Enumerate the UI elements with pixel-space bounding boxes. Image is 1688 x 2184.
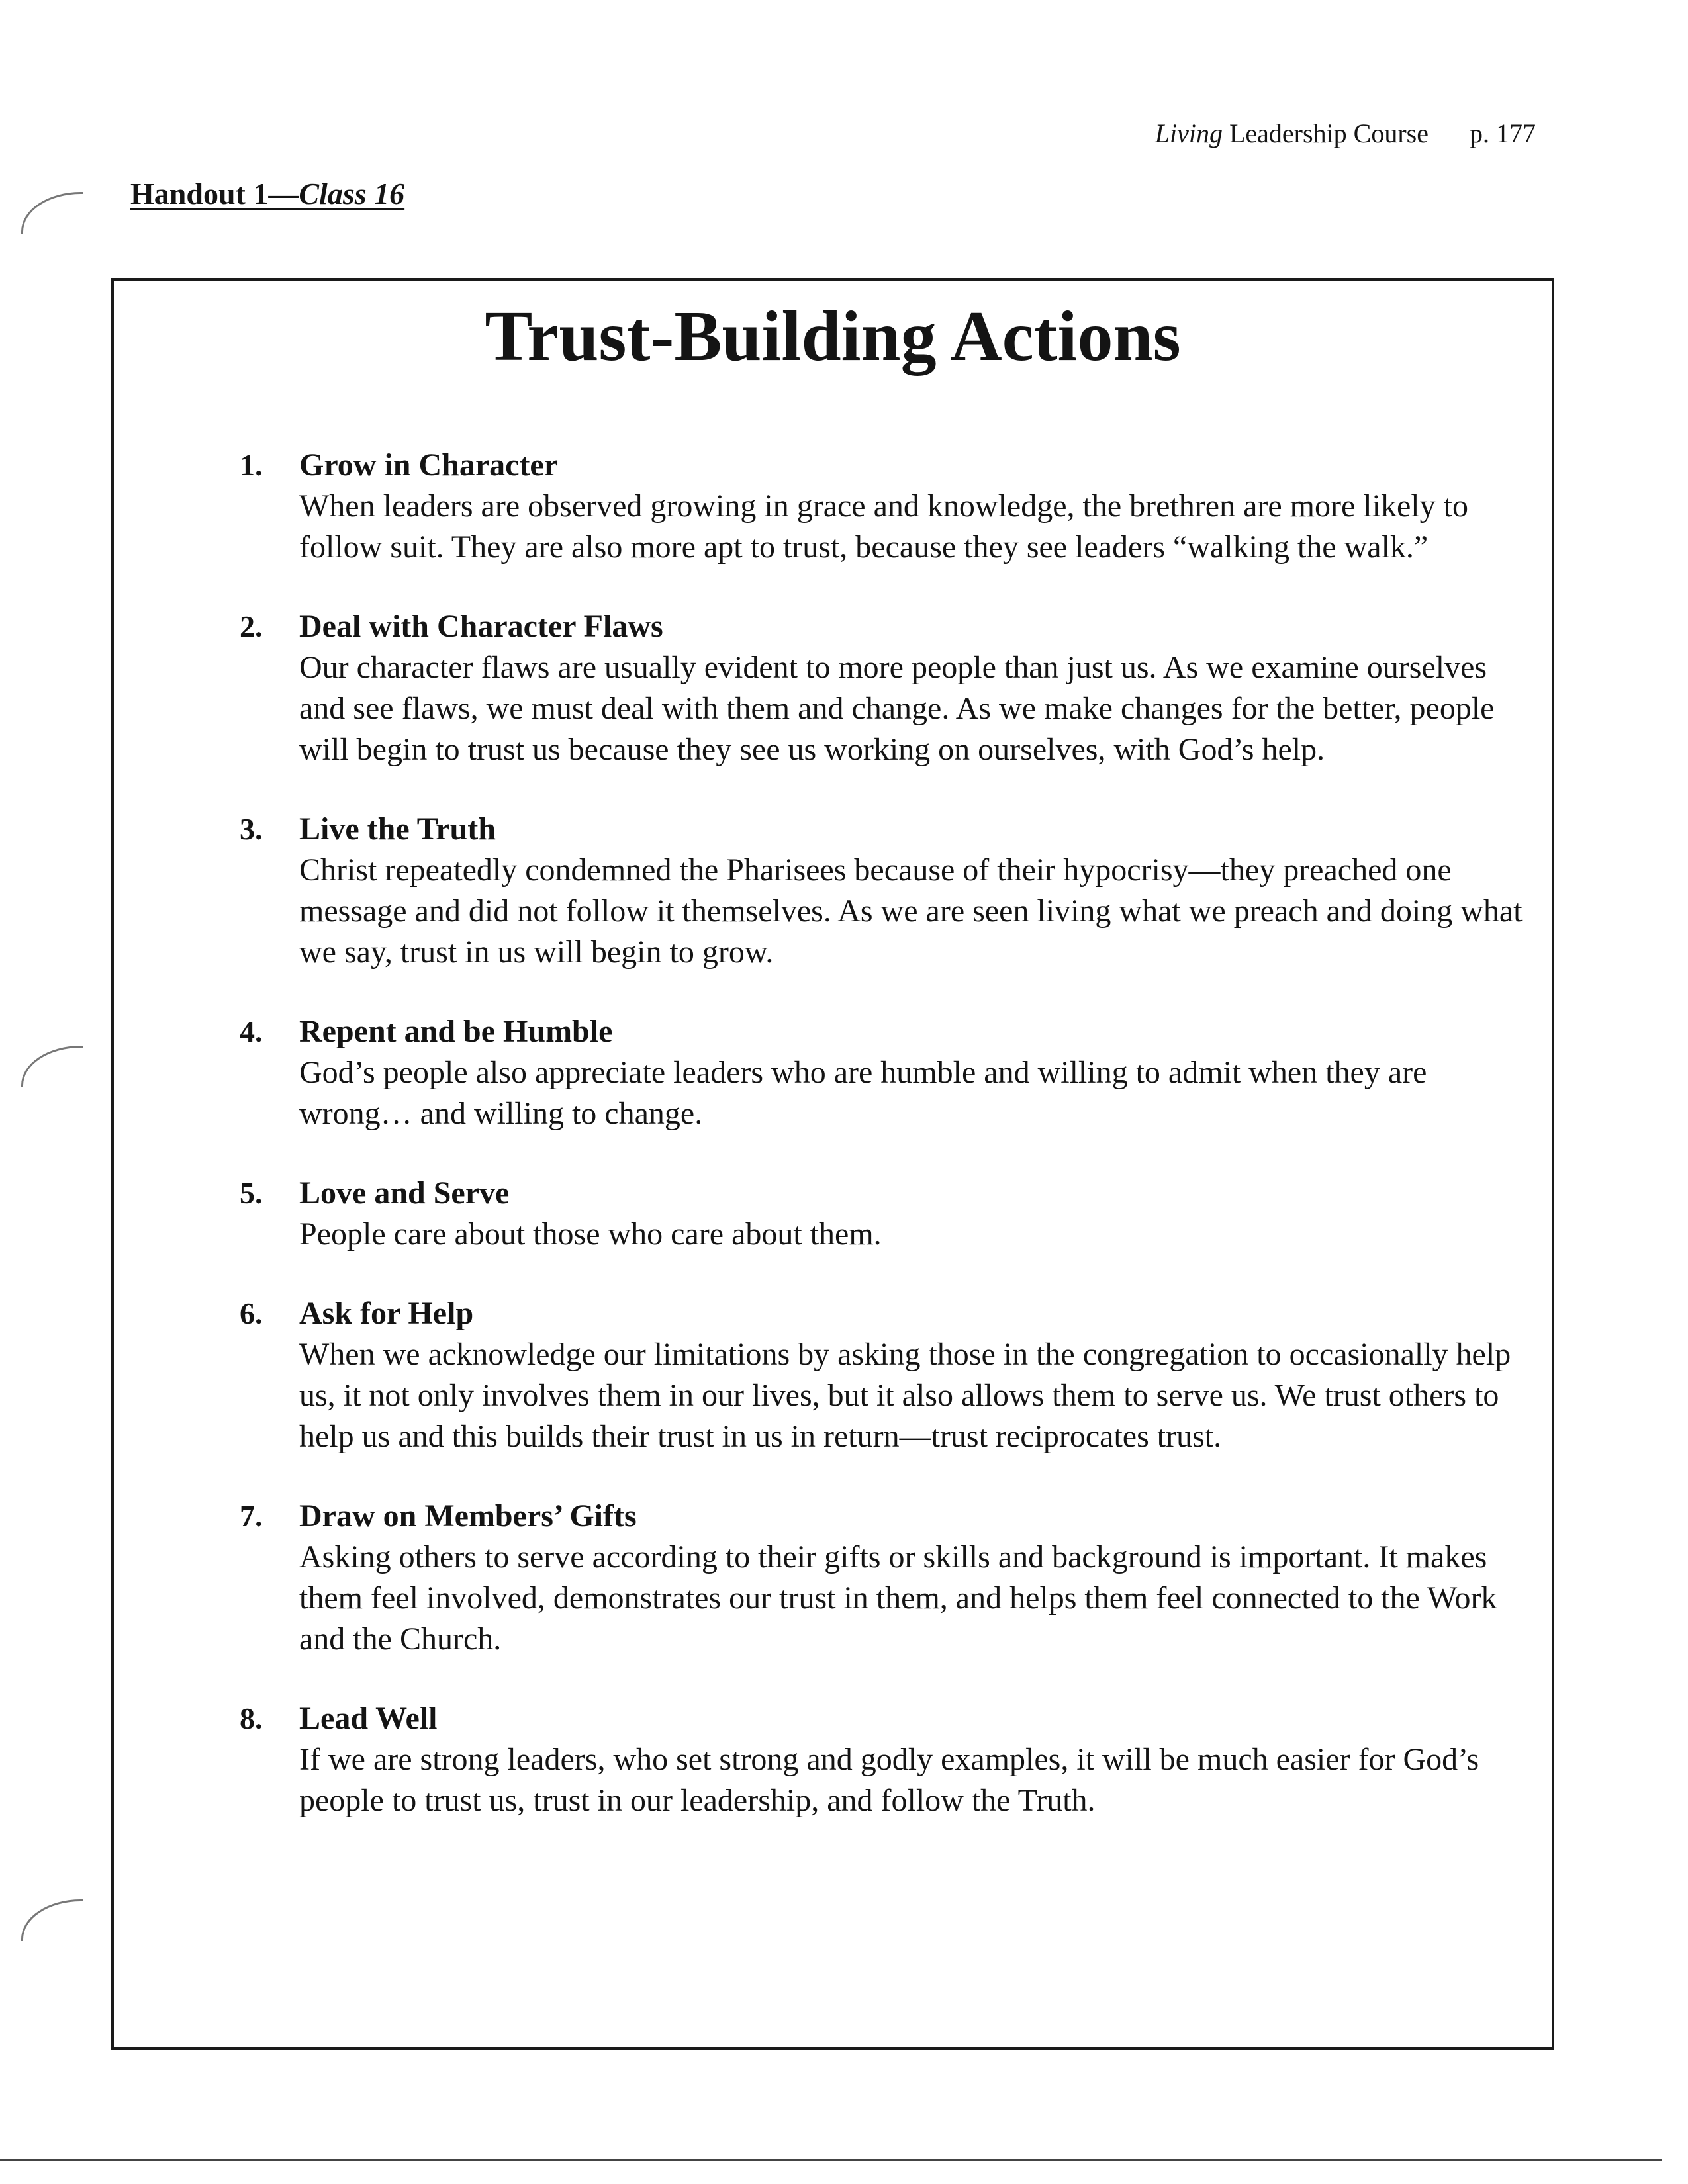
item-body: If we are strong leaders, who set strong and godly examples, it will be much easier for God’s people to trust us, trust in our leadership, and follow the Truth. [299,1742,1479,1818]
bottom-scan-edge [0,2159,1662,2161]
binder-hole-mark [21,1899,83,1941]
item-heading: Lead Well [299,1701,438,1736]
item-number: 5. [240,1176,263,1210]
list-item [240,1011,1525,1134]
item-heading: Deal with Character Flaws [299,609,663,644]
list-item [240,1293,1525,1457]
item-number: 3. [240,812,263,846]
item-body: God’s people also appreciate leaders who are humble and willing to admit when they are wrong… and willing to change. [299,1055,1427,1131]
item-number: 8. [240,1702,263,1735]
handout-number: Handout 1— [130,177,299,210]
item-heading: Grow in Character [299,447,559,482]
binder-hole-mark [21,192,83,234]
binder-hole-mark [21,1046,83,1087]
list-item [240,1173,1525,1255]
list-item [240,1496,1525,1660]
item-body: When leaders are observed growing in grace and knowledge, the brethren are more likely to follow suit. They are also more apt to trust, because they see leaders “walking the walk.” [299,488,1468,565]
class-label: Class 16 [299,177,405,210]
list-item [240,809,1525,973]
item-heading: Ask for Help [299,1296,474,1331]
list-item [240,606,1525,770]
item-body: Our character flaws are usually evident to more people than just us. As we examine ourselves and see flaws, we must deal with them and change. As we make changes for the better, people will begin to trust us because they see us working on ourselves, with God’s help. [299,650,1495,767]
item-body: Asking others to serve according to their gifts or skills and background is important. It makes them feel involved, demonstrates our trust in them, and helps them feel connected to the Work and the Church. [299,1539,1497,1657]
item-body: Christ repeatedly condemned the Pharisees because of their hypocrisy—they preached one message and did not follow it themselves. As we are seen living what we preach and doing what we say, trust in us will begin to grow. [299,852,1523,970]
page-number: p. 177 [1470,118,1536,148]
page-header [1155,118,1536,149]
item-heading: Draw on Members’ Gifts [299,1498,637,1533]
item-body: People care about those who care about them. [299,1216,882,1251]
course-title: Leadership Course [1222,118,1429,148]
item-number: 4. [240,1015,263,1048]
list-item [240,1698,1525,1821]
item-heading: Repent and be Humble [299,1014,613,1049]
page-title: Trust-Building Actions [485,297,1181,376]
item-heading: Live the Truth [299,811,496,846]
list-item [240,445,1525,568]
content-box [111,278,1554,2050]
course-title-italic: Living [1154,118,1223,148]
item-heading: Love and Serve [299,1175,510,1210]
action-list [240,445,1525,1860]
handout-label [130,176,404,211]
item-number: 1. [240,448,263,482]
item-number: 2. [240,610,263,643]
item-body: When we acknowledge our limitations by asking those in the congregation to occasionally help us, it not only involves them in our lives, but it also allows them to serve us. We trust others to help us and this builds their trust in us in return—trust reciprocates trust. [299,1337,1511,1454]
item-number: 6. [240,1297,263,1330]
item-number: 7. [240,1499,263,1533]
